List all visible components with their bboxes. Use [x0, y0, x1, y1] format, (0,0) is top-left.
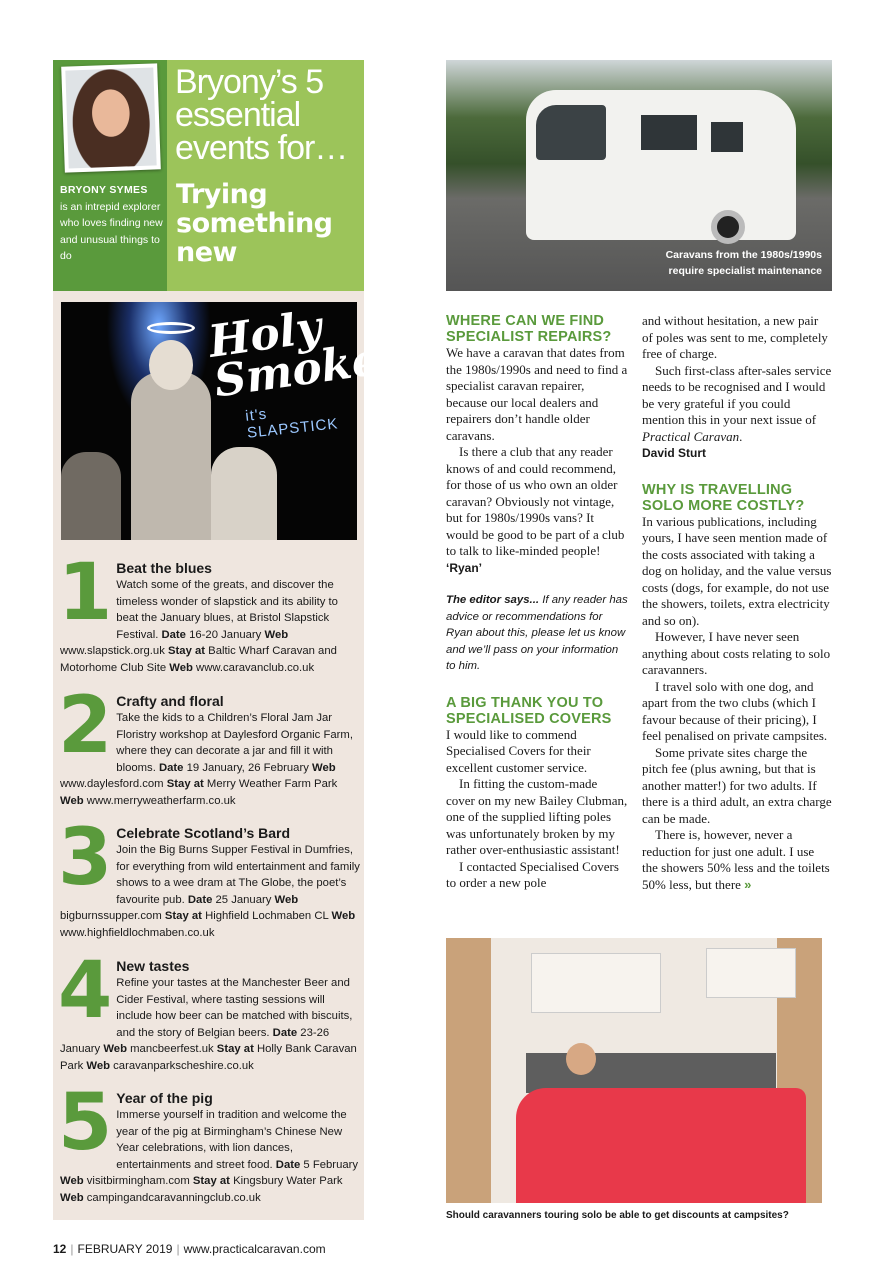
- author-bio-text: is an intrepid explorer who loves finding new and unusual things to do: [60, 200, 163, 262]
- letter-signature: David Sturt: [642, 446, 707, 460]
- event-title: Crafty and floral: [116, 693, 224, 709]
- event-title: Year of the pig: [116, 1090, 213, 1106]
- editor-text: If any reader has advice or recommendations for Ryan about this, please let us know and we’ll pass on your information to him.: [446, 594, 628, 672]
- letter-paragraph: I contacted Specialised Covers to order a new pole: [446, 858, 619, 890]
- event-detail-label: Web: [86, 1059, 114, 1072]
- continue-arrow-icon: »: [744, 876, 752, 892]
- letter-heading: WHY IS TRAVELLING SOLO MORE COSTLY?: [642, 481, 805, 514]
- event-detail-value: 19 January, 26 February: [186, 761, 312, 774]
- event-detail-label: Web: [312, 761, 336, 774]
- event-item: [58, 681, 360, 809]
- event-item: [58, 548, 360, 676]
- event-detail-value: 23-26 January: [60, 1026, 330, 1055]
- event-detail-label: Web: [274, 893, 299, 906]
- event-detail-label: Web: [60, 1175, 87, 1187]
- event-detail-value[interactable]: caravanparkscheshire.co.uk: [113, 1059, 254, 1072]
- event-detail-label: Web: [103, 1043, 131, 1055]
- editor-label: The editor says...: [446, 594, 540, 606]
- slapstick-logo-tagline: it's SLAPSTICK: [244, 405, 340, 442]
- page-number: 12: [53, 1242, 67, 1256]
- event-detail-value[interactable]: bigburnssupper.com: [60, 910, 165, 922]
- event-item: [58, 813, 360, 941]
- event-title: Beat the blues: [116, 560, 212, 576]
- event-detail-label: Web: [264, 628, 289, 641]
- event-title: Celebrate Scotland’s Bard: [116, 825, 291, 841]
- letters-column-2: [642, 313, 832, 893]
- event-detail-value: 5 February: [303, 1158, 359, 1171]
- text: .: [739, 428, 743, 444]
- sidebar-subtitle: Trying something new: [176, 179, 333, 268]
- event-number: 3: [58, 813, 113, 903]
- event-detail-label: Stay at: [216, 1043, 257, 1055]
- bed-photo-caption: Should caravanners touring solo be able to get discounts at campsites?: [446, 1210, 789, 1221]
- event-number: 1: [58, 548, 113, 638]
- event-number: 2: [58, 681, 113, 771]
- letter-paragraph: I would like to commend Specialised Covers for their excellent customer service.: [446, 726, 591, 775]
- slapstick-logo-title: Holy Smoke!: [205, 301, 402, 408]
- event-description: Refine your tastes at the Manchester Beer and Cider Festival, where tasting sessions will include how beer can be matched with biscuits, and the story of Belgian beers.: [116, 977, 353, 1039]
- event-detail-label: Web: [169, 661, 197, 674]
- event-detail-label: Stay at: [167, 645, 209, 657]
- event-item: [58, 946, 360, 1074]
- letter-paragraph: Some private sites charge the pitch fee (plus awning, but that is another matter!) for two adults. If there is a third adult, an extra charge can be made.: [642, 744, 832, 826]
- letter-paragraph: In various publications, including yours, I have seen mention made of the costs associated with taking a dog on holiday, and the value versus costs (dogs, for example, do not use the showers, toilets, extra electricity and so on).: [642, 513, 832, 628]
- page-footer: 12 | FEBRUARY 2019 | www.practicalcaravan.com: [53, 1242, 326, 1256]
- event-detail-value[interactable]: www.daylesford.com: [60, 778, 167, 790]
- event-description: Join the Big Burns Supper Festival in Dumfries, for everything from wild entertainment and family shows to a wee dram at The Globe, the poet’s favourite pub.: [116, 844, 360, 906]
- text: Such first-class after-sales service needs to be recognised and I would be very grateful if you could mention this in your next issue of: [642, 362, 832, 427]
- event-detail-value[interactable]: visitbirmingham.com: [86, 1175, 193, 1187]
- letter-paragraph: Is there a club that any reader knows of and could recommend, for those of us who own an older caravan? Obviously not vintage, but for 1980s/1990s vans? It would be good to be part of a club to talk to like-minded people!: [446, 444, 625, 558]
- event-number: 4: [58, 946, 113, 1036]
- letter-paragraph: However, I have never seen anything about costs relating to solo caravanners.: [642, 629, 831, 677]
- letter-paragraph: [642, 827, 832, 893]
- event-detail-label: Web: [331, 910, 356, 922]
- event-detail-label: Date: [187, 893, 216, 906]
- event-detail-value[interactable]: www.slapstick.org.uk: [60, 645, 168, 657]
- author-photo: [61, 63, 161, 172]
- website-link[interactable]: www.practicalcaravan.com: [183, 1242, 326, 1256]
- letter-signature: ‘Ryan’: [446, 560, 483, 575]
- event-detail-value: Highfield Lochmaben CL: [205, 910, 332, 922]
- event-item: [58, 1078, 360, 1206]
- text: There is, however, never a reduction for just one adult. I use the showers 50% less and the toilets 50% less, but there: [642, 827, 830, 892]
- letter-paragraph: and without hesitation, a new pair of poles was sent to me, completely free of charge.: [642, 313, 828, 361]
- event-detail-value: Kingsbury Water Park: [233, 1175, 343, 1187]
- event-detail-value[interactable]: www.caravanclub.co.uk: [196, 661, 315, 674]
- letter-heading: WHERE CAN WE FIND SPECIALIST REPAIRS?: [446, 313, 612, 345]
- issue-date: FEBRUARY 2019: [77, 1242, 173, 1256]
- event-detail-label: Web: [60, 794, 87, 807]
- letter-paragraph: In fitting the custom-made cover on my new Bailey Clubman, one of the supplied lifting poles was unfortunately broken by my rather over-enthusiastic assistant!: [446, 776, 628, 857]
- author-bio: [60, 182, 164, 265]
- editor-reply: [446, 592, 628, 675]
- event-description: Take the kids to a Children’s Floral Jam Jar Floristry workshop at Daylesford Organic Farm, where they can decorate a jar and fill it with blooms.: [116, 712, 353, 774]
- event-description: Immerse yourself in tradition and welcome the year of the pig at Birmingham’s Chinese New Year celebrations, with lion dances, entertainments and street food.: [116, 1109, 347, 1171]
- caravan-photo: [446, 60, 832, 291]
- caption-line: Caravans from the 1980s/1990s: [665, 249, 822, 261]
- author-name: BRYONY SYMES: [60, 184, 148, 196]
- event-detail-value[interactable]: mancbeerfest.uk: [130, 1043, 217, 1055]
- letters-column-1: [446, 313, 628, 892]
- event-detail-label: Stay at: [166, 778, 207, 790]
- magazine-title: Practical Caravan: [642, 428, 740, 444]
- event-detail-value: 25 January: [215, 893, 275, 906]
- letter-heading: A BIG THANK YOU TO SPECIALISED COVERS: [446, 694, 612, 727]
- letter-paragraph: [642, 363, 832, 446]
- event-description: Watch some of the greats, and discover the timeless wonder of slapstick and its ability to beat the January blues, at Bristol Slapstick Festival.: [116, 579, 338, 641]
- letter-paragraph: We have a caravan that dates from the 1980s/1990s and need to find a specialist caravan repairer, because our local dealers and repairers don’t handle older caravans.: [446, 345, 628, 443]
- event-detail-label: Date: [272, 1026, 301, 1039]
- bed-photo: [446, 938, 822, 1203]
- event-detail-value: Merry Weather Farm Park: [206, 778, 338, 790]
- letter-paragraph: I travel solo with one dog, and apart from the two clubs (which I favour because of their pricing), I feel penalised on private campsites.: [642, 678, 828, 743]
- event-detail-label: Stay at: [164, 910, 206, 922]
- slapstick-image: [61, 301, 402, 540]
- event-detail-value[interactable]: campingandcaravanningclub.co.uk: [86, 1191, 261, 1204]
- event-detail-label: Date: [275, 1158, 304, 1171]
- event-detail-label: Date: [158, 761, 187, 774]
- event-detail-value: Holly Bank Caravan Park: [60, 1043, 357, 1072]
- event-detail-value[interactable]: www.merryweatherfarm.co.uk: [86, 794, 236, 807]
- sidebar-title: Bryony’s 5 essential events for…: [175, 63, 348, 167]
- event-detail-value: Baltic Wharf Caravan and Motorhome Club Site: [60, 645, 337, 674]
- event-detail-label: Stay at: [192, 1175, 234, 1187]
- event-detail-value: 16-20 January: [189, 628, 265, 641]
- event-detail-value[interactable]: www.highfieldlochmaben.co.uk: [60, 926, 215, 939]
- event-detail-label: Web: [60, 1191, 87, 1204]
- event-title: New tastes: [116, 958, 190, 974]
- event-number: 5: [58, 1078, 113, 1168]
- caption-line: require specialist maintenance: [668, 265, 822, 277]
- caravan-photo-caption: [666, 247, 822, 279]
- event-detail-label: Date: [161, 628, 190, 641]
